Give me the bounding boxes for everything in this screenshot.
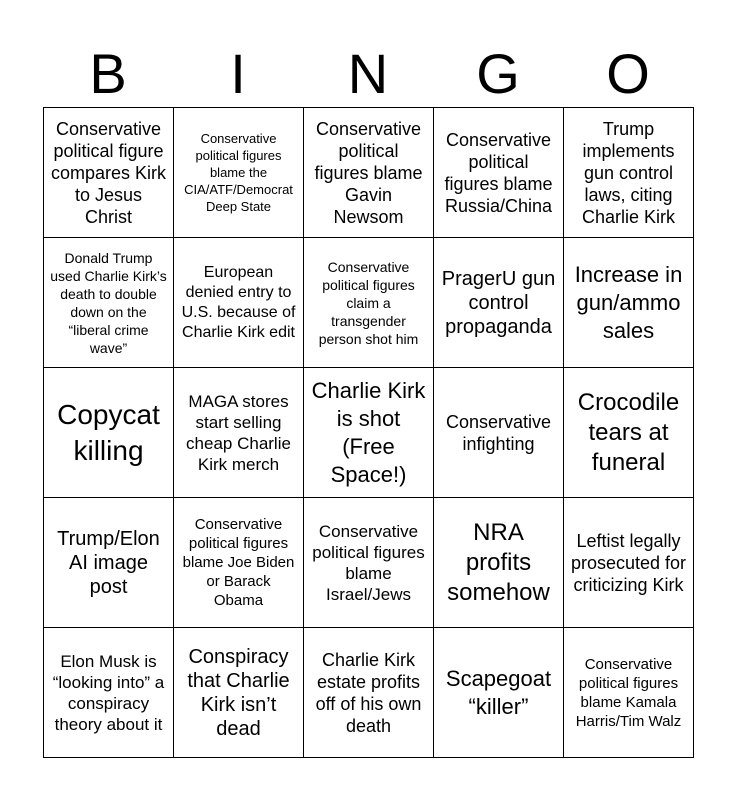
bingo-cell-r5c3[interactable]: [304, 628, 434, 758]
cell-text: Conservative political figures blame Israel/Jews: [312, 521, 425, 604]
bingo-cell-r1c5[interactable]: [564, 108, 694, 238]
bingo-cell-r5c5[interactable]: [564, 628, 694, 758]
cell-text: Conservative political figure compares Kirk to Jesus Christ: [50, 118, 167, 227]
cell-text: Charlie Kirk estate profits off of his own death: [315, 649, 422, 736]
cell-text: Conservative political figures blame Russia/China: [444, 129, 553, 216]
bingo-cell-r2c1[interactable]: [44, 238, 174, 368]
bingo-cell-r3c1[interactable]: [44, 368, 174, 498]
cell-text: Copycat killing: [57, 398, 160, 466]
bingo-grid: [43, 107, 694, 758]
cell-text: Scapegoat “killer”: [445, 665, 552, 719]
bingo-cell-r5c2[interactable]: [174, 628, 304, 758]
bingo-cell-r4c3[interactable]: [304, 498, 434, 628]
bingo-cell-r3c2[interactable]: [174, 368, 304, 498]
header-letter-g: G: [476, 42, 520, 105]
cell-text: Elon Musk is “looking into” a conspiracy theory about it: [52, 651, 165, 734]
bingo-cell-r4c2[interactable]: [174, 498, 304, 628]
bingo-cell-r1c4[interactable]: [434, 108, 564, 238]
cell-text: Conspiracy that Charlie Kirk isn’t dead: [187, 645, 290, 740]
cell-text: PragerU gun control propaganda: [441, 267, 556, 338]
cell-text: Conservative political figures claim a transgender person shot him: [318, 258, 419, 347]
cell-text: MAGA stores start selling cheap Charlie Kirk merch: [186, 391, 291, 474]
cell-text: European denied entry to U.S. because of Charlie Kirk edit: [181, 263, 296, 341]
cell-text: Conservative political figures blame the CIA/ATF/Democrat Deep State: [184, 131, 293, 214]
bingo-cell-r2c4[interactable]: [434, 238, 564, 368]
bingo-cell-r4c5[interactable]: [564, 498, 694, 628]
header-letter-b: B: [89, 42, 127, 105]
bingo-cell-r4c1[interactable]: [44, 498, 174, 628]
bingo-cell-r3c3[interactable]: [304, 368, 434, 498]
cell-text: Conservative political figures blame Gavin Newsom: [314, 118, 423, 227]
bingo-cell-r3c4[interactable]: [434, 368, 564, 498]
bingo-cell-r1c3[interactable]: [304, 108, 434, 238]
header-letter-o: O: [606, 42, 650, 105]
bingo-cell-r3c5[interactable]: [564, 368, 694, 498]
cell-text: NRA profits somehow: [447, 518, 550, 606]
header-letter-i: I: [230, 42, 246, 105]
bingo-cell-r2c3[interactable]: [304, 238, 434, 368]
cell-text: Crocodile tears at funeral: [577, 388, 680, 476]
cell-text: Conservative infighting: [445, 411, 552, 454]
cell-text: Leftist legally prosecuted for criticizing Kirk: [570, 530, 687, 595]
cell-text: Charlie Kirk is shot (Free Space!): [311, 377, 426, 487]
cell-text: Donald Trump used Charlie Kirk’s death to double down on the “liberal crime wave”: [50, 249, 167, 356]
bingo-cell-r5c4[interactable]: [434, 628, 564, 758]
cell-text: Conservative political figures blame Kamala Harris/Tim Walz: [575, 655, 682, 730]
cell-text: Increase in gun/ammo sales: [574, 261, 683, 343]
bingo-cell-r5c1[interactable]: [44, 628, 174, 758]
bingo-header: [43, 40, 693, 108]
bingo-cell-r4c4[interactable]: [434, 498, 564, 628]
bingo-cell-r2c5[interactable]: [564, 238, 694, 368]
bingo-cell-r1c2[interactable]: [174, 108, 304, 238]
cell-text: Trump implements gun control laws, citing Charlie Kirk: [581, 118, 676, 227]
cell-text: Trump/Elon AI image post: [57, 527, 160, 598]
header-letter-n: N: [347, 42, 389, 105]
bingo-cell-r1c1[interactable]: [44, 108, 174, 238]
bingo-cell-r2c2[interactable]: [174, 238, 304, 368]
cell-text: Conservative political figures blame Joe Biden or Barack Obama: [182, 516, 295, 609]
